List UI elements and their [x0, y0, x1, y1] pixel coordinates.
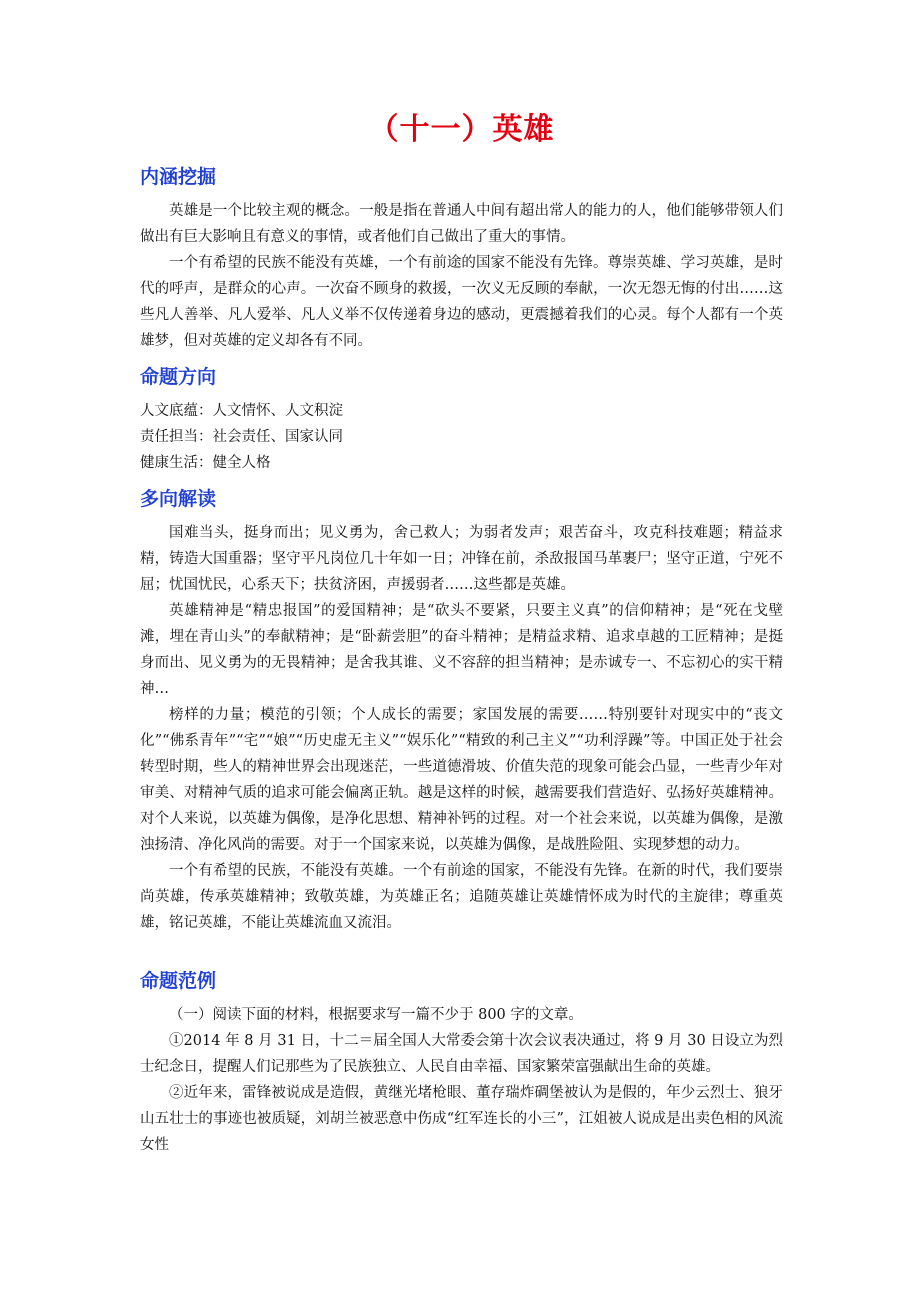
connotation-paragraph: 英雄是一个比较主观的概念。一般是指在普通人中间有超出常人的能力的人，他们能够带领人们做出有巨大影响且有意义的事情，或者他们自己做出了重大的事情。	[140, 203, 783, 245]
example-paragraph: ①2014 年 8 月 31 日，十二＝届全国人大常委会第十次会议表决通过，将 9 月 30 日设立为烈士纪念日，提醒人们记那些为了民族独立、人民自由幸福、国家繁荣富强献出生命的英雄。	[140, 1033, 783, 1075]
section-direction	[140, 364, 783, 476]
document-page	[140, 110, 783, 1168]
section-examples	[140, 968, 783, 1158]
interpretation-paragraph: 榜样的力量；模范的引领；个人成长的需要；家国发展的需要……特别要针对现实中的“丧文化”“佛系青年”“宅”“娘”“历史虚无主义”“娱乐化”“精致的利己主义”“功利浮躁”等。中国正处于社会转型时期，些人的精神世界会出现迷茫，一些道德滑坡、价值失范的现象可能会凸显，一些青少年对审美、对精神气质的追求可能会偏离正轨。越是这样的时候，越需要我们营造好、弘扬好英雄精神。对个人来说，以英雄为偶像，是净化思想、精神补钙的过程。对一个社会来说，以英雄为偶像，是激浊扬清、净化风尚的需要。对于一个国家来说，以英雄为偶像，是战胜险阻、实现梦想的动力。	[140, 707, 783, 853]
direction-line: 健康生活：健全人格	[140, 455, 271, 471]
section-heading-interpretation: 多向解读	[140, 488, 217, 510]
example-paragraph: （一）阅读下面的材料，根据要求写一篇不少于 800 字的文章。	[169, 1007, 583, 1023]
example-paragraph: ②近年来，雷锋被说成是造假，黄继光堵枪眼、董存瑞炸碉堡被认为是假的，年少云烈士、狼牙山五壮士的事迹也被质疑，刘胡兰被恶意中伤成“红军连长的小三”，江姐被人说成是出卖色相的风流女性	[140, 1085, 783, 1153]
interpretation-paragraph: 国难当头，挺身而出；见义勇为，舍己救人；为弱者发声；艰苦奋斗，攻克科技难题；精益求精，铸造大国重器；坚守平凡岗位几十年如一日；冲锋在前，杀敌报国马革裹尸；坚守正道，宁死不屈；忧国忧民，心系天下；扶贫济困，声援弱者……这些都是英雄。	[140, 525, 783, 593]
section-heading-connotation: 内涵挖掘	[140, 166, 217, 188]
interpretation-paragraph: 英雄精神是“精忠报国”的爱国精神；是“砍头不要紧，只要主义真”的信仰精神；是“死在戈壁滩，埋在青山头”的奉献精神；是“卧薪尝胆”的奋斗精神；是精益求精、追求卓越的工匠精神；是挺身而出、见义勇为的无畏精神；是舍我其谁、义不容辞的担当精神；是赤诚专一、不忘初心的实干精神…	[140, 603, 783, 697]
connotation-paragraph: 一个有希望的民族不能没有英雄，一个有前途的国家不能没有先锋。尊崇英雄、学习英雄，是时代的呼声，是群众的心声。一次奋不顾身的救援，一次义无反顾的奉献，一次无怨无悔的付出……这些凡人善举、凡人爱举、凡人义举不仅传递着身边的感动，更震撼着我们的心灵。每个人都有一个英雄梦，但对英雄的定义却各有不同。	[140, 255, 783, 349]
document-title: （十一）英雄	[368, 112, 555, 147]
section-heading-direction: 命题方向	[140, 366, 217, 388]
direction-line: 人文底蕴：人文情怀、人文积淀	[140, 403, 343, 419]
section-interpretation	[140, 486, 783, 936]
section-connotation	[140, 164, 783, 354]
direction-line: 责任担当：社会责任、国家认同	[140, 429, 343, 445]
section-spacer	[140, 946, 783, 968]
section-heading-examples: 命题范例	[140, 970, 217, 992]
interpretation-paragraph: 一个有希望的民族，不能没有英雄。一个有前途的国家，不能没有先锋。在新的时代，我们要崇尚英雄，传承英雄精神；致敬英雄，为英雄正名；追随英雄让英雄情怀成为时代的主旋律；尊重英雄，铭记英雄，不能让英雄流血又流泪。	[140, 863, 783, 931]
